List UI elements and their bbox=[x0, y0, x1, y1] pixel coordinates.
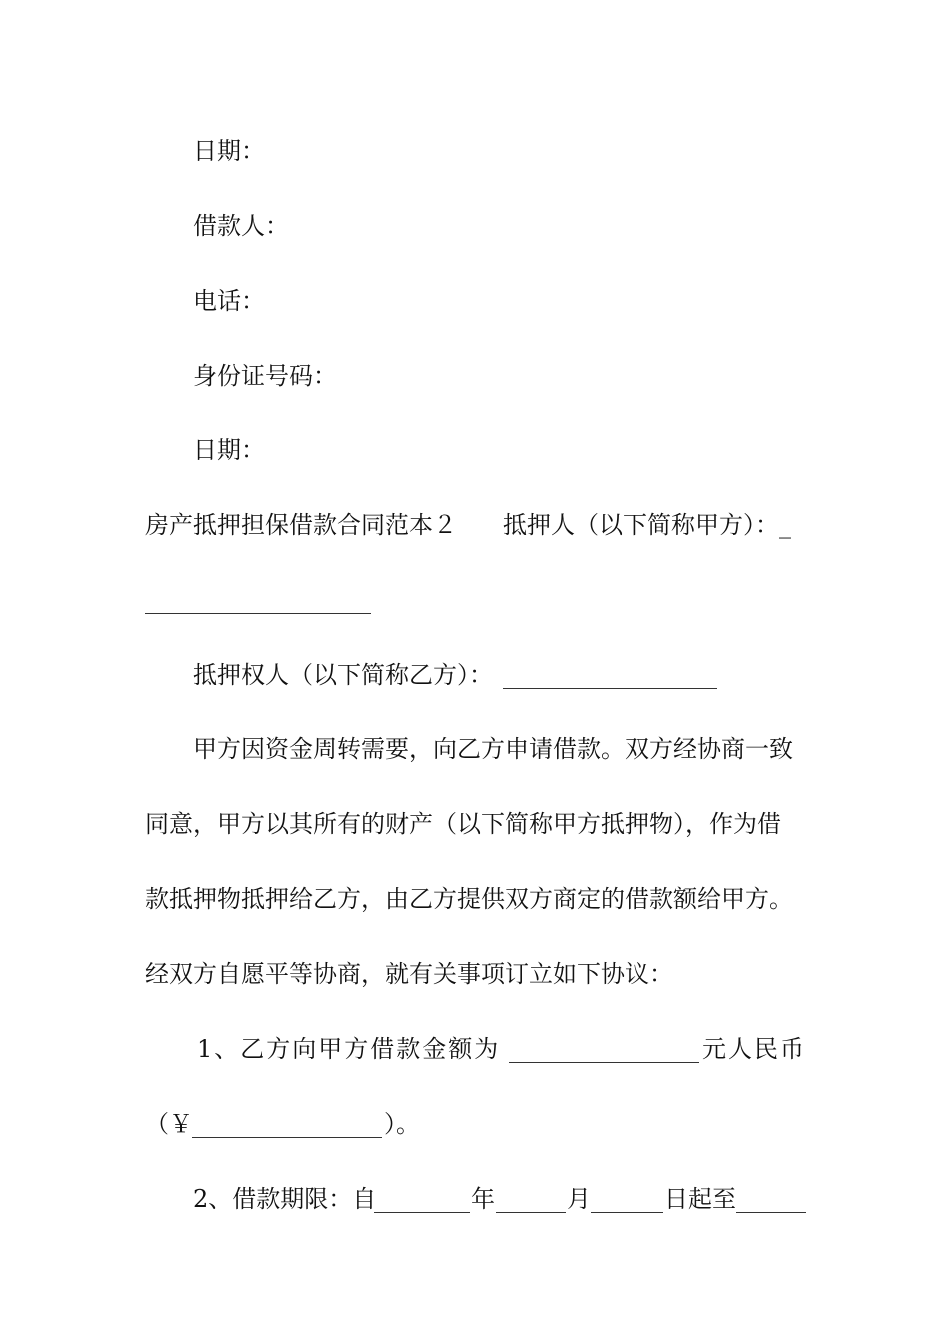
clause-1-line bbox=[0, 1029, 950, 1069]
mortgagee-label: 抵押权人（以下简称乙方）： bbox=[193, 661, 493, 689]
id-number-label: 身份证号码： bbox=[193, 362, 337, 390]
borrower-line bbox=[0, 206, 950, 246]
date-label: 日期： bbox=[193, 436, 265, 464]
date-line-2 bbox=[0, 430, 950, 470]
day-until-label: 日起至 bbox=[664, 1185, 736, 1213]
paragraph-text: 同意，甲方以其所有的财产（以下简称甲方抵押物），作为借 bbox=[145, 810, 781, 838]
start-day-blank bbox=[591, 1212, 663, 1213]
date-label: 日期： bbox=[193, 137, 265, 165]
contract-title: 房产抵押担保借款合同范本２ bbox=[145, 511, 457, 539]
yuan-close: ）。 bbox=[384, 1110, 420, 1138]
clause-1-text: 1、乙方向甲方借款金额为 bbox=[197, 1035, 501, 1063]
loan-term-label: 2、借款期限：自 bbox=[193, 1185, 377, 1213]
mortgagor-blank bbox=[145, 613, 371, 614]
paragraph-line-1 bbox=[0, 729, 950, 769]
id-number-line bbox=[0, 356, 950, 396]
loan-amount-blank bbox=[509, 1062, 699, 1063]
contract-title-line bbox=[0, 505, 950, 545]
paragraph-text: 经双方自愿平等协商，就有关事项订立如下协议： bbox=[145, 960, 673, 988]
start-year-blank bbox=[374, 1212, 470, 1213]
year-label: 年 bbox=[471, 1185, 495, 1213]
borrower-label: 借款人： bbox=[193, 212, 289, 240]
month-label: 月 bbox=[567, 1185, 591, 1213]
paragraph-line-2 bbox=[0, 804, 950, 844]
mortgagee-line bbox=[0, 655, 950, 695]
currency-label: 元人民币 bbox=[702, 1035, 806, 1063]
yuan-amount-blank bbox=[192, 1137, 382, 1138]
mortgagee-blank bbox=[503, 688, 717, 689]
clause-2-line bbox=[0, 1179, 950, 1219]
start-month-blank bbox=[496, 1212, 566, 1213]
phone-label: 电话： bbox=[193, 287, 265, 315]
yuan-open: （￥ bbox=[145, 1110, 193, 1138]
mortgagor-blank-line bbox=[0, 580, 950, 620]
paragraph-line-3 bbox=[0, 879, 950, 919]
date-line-1 bbox=[0, 131, 950, 171]
clause-1-amount-line bbox=[0, 1104, 950, 1144]
phone-line bbox=[0, 281, 950, 321]
paragraph-line-4 bbox=[0, 954, 950, 994]
paragraph-text: 甲方因资金周转需要，向乙方申请借款。双方经协商一致 bbox=[193, 735, 793, 763]
end-year-blank bbox=[736, 1212, 806, 1213]
paragraph-text: 款抵押物抵押给乙方，由乙方提供双方商定的借款额给甲方。 bbox=[145, 885, 793, 913]
mortgagor-label: 抵押人（以下简称甲方）：_ bbox=[503, 511, 791, 539]
